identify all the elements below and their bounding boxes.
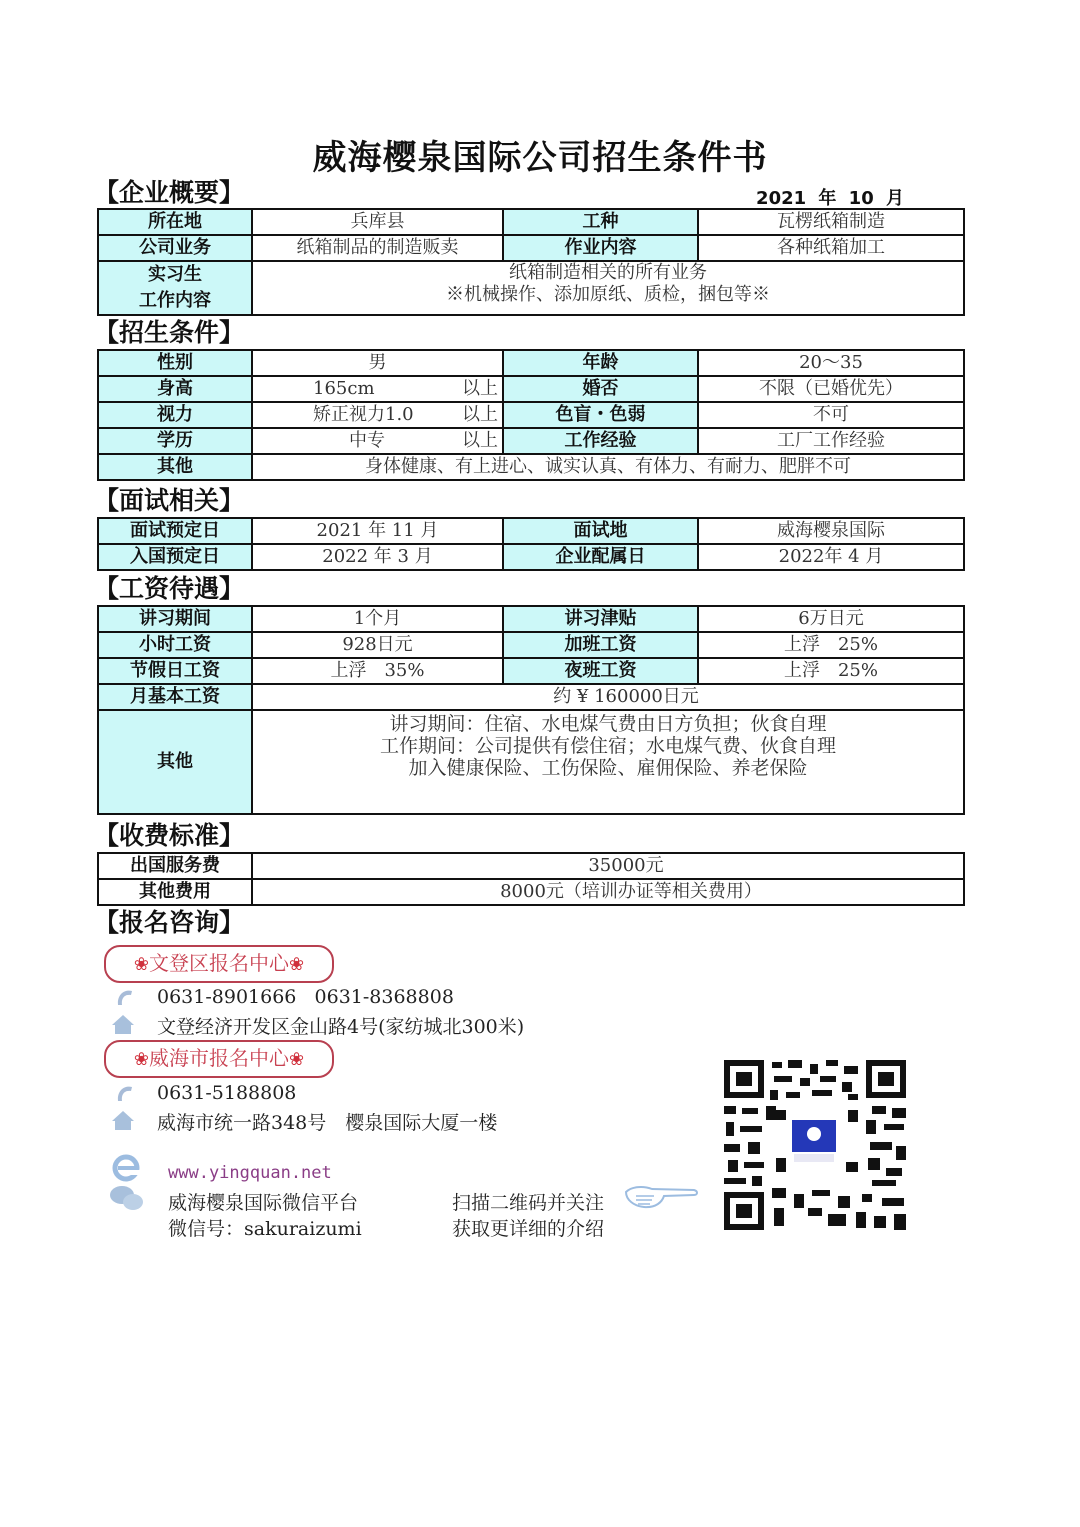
section-overview-heading: 【企业概要】	[94, 178, 245, 207]
pointing-hand-icon	[622, 1180, 698, 1212]
address-wendeng: 文登经济开发区金山路4号(家纺城北300米)	[157, 1016, 525, 1038]
business-label: 公司业务	[98, 235, 252, 261]
wechat-qr-code[interactable]	[722, 1058, 908, 1232]
overview-table	[97, 208, 965, 316]
work-content-label: 作业内容	[503, 235, 698, 261]
height-label: 身高	[98, 376, 252, 402]
table-row	[98, 658, 964, 684]
salary-other-label: 其他	[98, 710, 252, 814]
other-req-value: 身体健康、有上进心、诚实认真、有体力、有耐力、肥胖不可	[252, 454, 964, 480]
address-weihai: 威海市统一路348号 樱泉国际大厦一楼	[157, 1112, 498, 1134]
phone-numbers-weihai: 0631-5188808	[157, 1082, 297, 1104]
interview-place-label: 面试地	[503, 518, 698, 544]
service-fee-value: 35000元	[252, 853, 964, 879]
table-row	[98, 710, 964, 814]
wechat-platform: 威海樱泉国际微信平台	[168, 1192, 359, 1214]
gender-label: 性别	[98, 350, 252, 376]
education-level: 中专	[349, 430, 385, 451]
interview-date-value: 2021 年 11 月	[252, 518, 503, 544]
table-row	[98, 879, 964, 905]
training-allowance-label: 讲习津贴	[503, 606, 698, 632]
intern-label-line-2: 工作内容	[139, 290, 211, 311]
section-salary-heading: 【工资待遇】	[94, 574, 245, 603]
intern-label-line-1: 实习生	[148, 264, 202, 285]
section-requirements-heading: 【招生条件】	[94, 318, 245, 347]
other-fee-label: 其他费用	[98, 879, 252, 905]
flower-icon: ❀	[289, 954, 305, 975]
hourly-wage-value: 928日元	[252, 632, 503, 658]
salary-other-line-1: 讲习期间：住宿、水电煤气费由日方负担；伙食自理	[389, 713, 827, 735]
marriage-label: 婚否	[503, 376, 698, 402]
monthly-wage-label: 月基本工资	[98, 684, 252, 710]
other-req-label: 其他	[98, 454, 252, 480]
table-row	[98, 350, 964, 376]
wechat-id: 微信号：sakuraizumi	[168, 1218, 362, 1240]
location-value: 兵库县	[252, 209, 503, 235]
interview-date-label: 面试预定日	[98, 518, 252, 544]
page-title: 威海樱泉国际公司招生条件书	[312, 138, 768, 178]
entry-date-label: 入国预定日	[98, 544, 252, 570]
vision-label: 视力	[98, 402, 252, 428]
work-content-value: 各种纸箱加工	[698, 235, 964, 261]
intern-work-label	[98, 261, 252, 315]
education-suffix: 以上	[462, 430, 498, 451]
age-value: 20～35	[698, 350, 964, 376]
education-label: 学历	[98, 428, 252, 454]
section-fees-heading: 【收费标准】	[94, 821, 245, 850]
wechat-icon	[108, 1184, 146, 1212]
table-row	[98, 261, 964, 315]
location-label: 所在地	[98, 209, 252, 235]
night-wage-value: 上浮 25%	[698, 658, 964, 684]
table-row	[98, 518, 964, 544]
experience-label: 工作经验	[503, 428, 698, 454]
table-row	[98, 606, 964, 632]
home-icon	[111, 1013, 135, 1035]
center-name-wendeng: 文登区报名中心	[149, 951, 289, 975]
flower-icon: ❀	[289, 1049, 305, 1070]
website-link[interactable]: www.yingquan.net	[168, 1163, 332, 1183]
intern-work-value	[252, 261, 964, 315]
section-contact-heading: 【报名咨询】	[94, 908, 245, 937]
table-row	[98, 235, 964, 261]
home-icon	[111, 1109, 135, 1131]
phone-icon	[112, 987, 136, 1009]
table-row	[98, 684, 964, 710]
scan-instruction-2: 获取更详细的介绍	[452, 1218, 605, 1240]
service-fee-label: 出国服务费	[98, 853, 252, 879]
business-value: 纸箱制品的制造贩卖	[252, 235, 503, 261]
table-row	[98, 402, 964, 428]
assign-date-value: 2022年 4 月	[698, 544, 964, 570]
training-allowance-value: 6万日元	[698, 606, 964, 632]
intern-work-line-2: ※机械操作、添加原纸、质检，捆包等※	[446, 284, 770, 305]
vision-suffix: 以上	[462, 404, 498, 425]
center-badge-weihai	[104, 1040, 334, 1078]
job-type-label: 工种	[503, 209, 698, 235]
height-number: 165cm	[313, 378, 375, 399]
overtime-wage-label: 加班工资	[503, 632, 698, 658]
document-date: 2021 年 10 月	[756, 188, 904, 209]
salary-table	[97, 605, 965, 815]
flower-icon: ❀	[133, 1049, 149, 1070]
table-row	[98, 428, 964, 454]
salary-other-value	[252, 710, 964, 814]
training-period-value: 1个月	[252, 606, 503, 632]
assign-date-label: 企业配属日	[503, 544, 698, 570]
monthly-wage-value: 约 ¥ 160000日元	[252, 684, 964, 710]
other-fee-value: 8000元（培训办证等相关费用）	[252, 879, 964, 905]
interview-place-value: 威海樱泉国际	[698, 518, 964, 544]
height-value	[252, 376, 503, 402]
salary-other-line-3: 加入健康保险、工伤保险、雇佣保险、养老保险	[408, 757, 808, 779]
section-interview-heading: 【面试相关】	[94, 486, 245, 515]
gender-value: 男	[252, 350, 503, 376]
table-row	[98, 544, 964, 570]
vision-value	[252, 402, 503, 428]
marriage-value: 不限（已婚优先）	[698, 376, 964, 402]
table-row	[98, 454, 964, 480]
overtime-wage-value: 上浮 25%	[698, 632, 964, 658]
fees-table	[97, 852, 965, 906]
experience-value: 工厂工作经验	[698, 428, 964, 454]
requirements-table	[97, 349, 965, 481]
entry-date-value: 2022 年 3 月	[252, 544, 503, 570]
phone-icon	[112, 1083, 136, 1105]
center-badge-wendeng	[104, 945, 334, 983]
table-row	[98, 209, 964, 235]
internet-explorer-icon	[110, 1152, 142, 1182]
age-label: 年龄	[503, 350, 698, 376]
table-row	[98, 632, 964, 658]
training-period-label: 讲习期间	[98, 606, 252, 632]
flower-icon: ❀	[133, 954, 149, 975]
colorblind-label: 色盲・色弱	[503, 402, 698, 428]
height-suffix: 以上	[462, 378, 498, 399]
table-row	[98, 853, 964, 879]
interview-table	[97, 517, 965, 571]
night-wage-label: 夜班工资	[503, 658, 698, 684]
vision-number: 矫正视力1.0	[313, 404, 414, 425]
colorblind-value: 不可	[698, 402, 964, 428]
hourly-wage-label: 小时工资	[98, 632, 252, 658]
salary-other-line-2: 工作期间：公司提供有偿住宿；水电煤气费、伙食自理	[379, 735, 836, 757]
education-value	[252, 428, 503, 454]
holiday-wage-label: 节假日工资	[98, 658, 252, 684]
scan-instruction-1: 扫描二维码并关注	[452, 1192, 605, 1214]
holiday-wage-value: 上浮 35%	[252, 658, 503, 684]
center-name-weihai: 威海市报名中心	[149, 1046, 289, 1070]
table-row	[98, 376, 964, 402]
phone-numbers-wendeng: 0631-8901666 0631-8368808	[157, 986, 454, 1008]
job-type-value: 瓦楞纸箱制造	[698, 209, 964, 235]
intern-work-line-1: 纸箱制造相关的所有业务	[509, 262, 707, 283]
